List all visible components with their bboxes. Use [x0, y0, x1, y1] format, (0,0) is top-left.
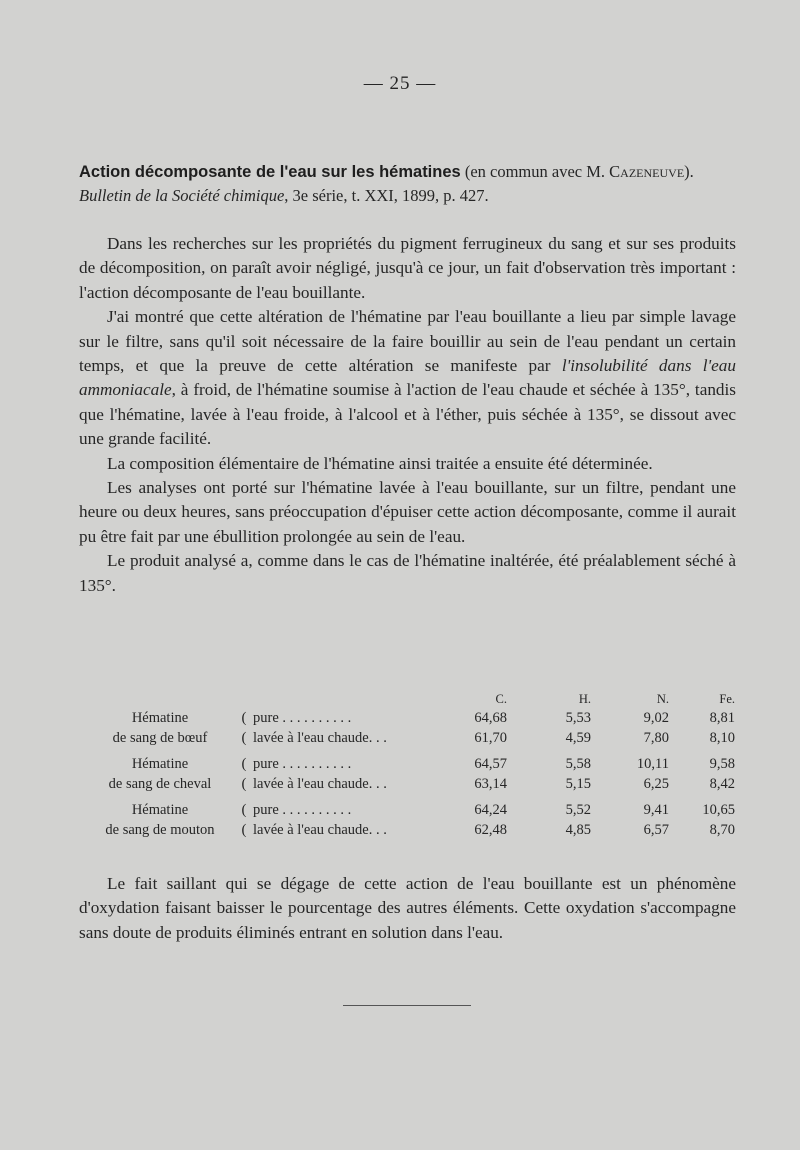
value-n: 6,25 — [643, 775, 669, 792]
collab-prefix: (en commun avec M. — [460, 162, 610, 181]
paragraph-2-before: J'ai montré que cette altération de l'hématine par l'eau bouillante a lieu par simple lavage sur le filtre, sans qu'il soit nécessaire de la faire bouillir au sein de l'eau pendant un certain temps, et que la preuve de cette altération se manifeste par — [79, 307, 736, 376]
value-fe: 8,81 — [709, 709, 735, 726]
page-number: — 25 — — [363, 73, 437, 94]
treatment: pure . . . . . . . . . . — [253, 755, 352, 772]
paragraph-3: La composition élémentaire de l'hématine ainsi traitée a ensuite été déterminée. — [107, 453, 653, 473]
treatment: pure . . . . . . . . . . — [253, 709, 352, 726]
header-fe: Fe. — [719, 691, 735, 706]
treatment: lavée à l'eau chaude. . . — [253, 775, 387, 792]
conclusion-paragraph: Le fait saillant qui se dégage de cette action de l'eau bouillante est un phénomène d'oxydation faisant baisser le pourcentage des autres éléments. Cette oxydation s'accompagne sans doute de produits éliminés entrant en solution dans l'eau. — [79, 874, 736, 942]
brace: ( — [241, 709, 247, 726]
collab-suffix: ). — [684, 162, 694, 181]
value-fe: 8,10 — [709, 729, 735, 746]
treatment: lavée à l'eau chaude. . . — [253, 821, 387, 838]
value-fe: 10,65 — [702, 801, 735, 818]
table-row — [85, 774, 735, 794]
collab-name: Cazeneuve — [609, 162, 685, 181]
paragraph-4: Les analyses ont porté sur l'hématine lavée à l'eau bouillante, sur un filtre, pendant une heure ou deux heures, sans préoccupation d'épuiser cette action décomposante, comme il aurait pu être fait par une ébullition prolongée au sein de l'eau. — [79, 478, 736, 546]
sample-label: Hématine — [131, 709, 189, 726]
treatment: pure . . . . . . . . . . — [253, 801, 352, 818]
brace: ( — [241, 821, 247, 838]
body-text — [79, 232, 736, 598]
value-c: 61,70 — [474, 729, 507, 746]
value-n: 9,41 — [643, 801, 669, 818]
table-row — [85, 820, 735, 840]
sample-label: de sang de cheval — [108, 775, 212, 792]
value-h: 4,85 — [565, 821, 591, 838]
paragraph-5: Le produit analysé a, comme dans le cas de l'hématine inaltérée, été préalablement séché à 135°. — [79, 551, 736, 595]
value-c: 64,57 — [474, 755, 507, 772]
brace: ( — [241, 755, 247, 772]
value-c: 64,68 — [474, 709, 507, 726]
value-c: 63,14 — [474, 775, 507, 792]
value-fe: 8,42 — [709, 775, 735, 792]
brace: ( — [241, 801, 247, 818]
header-n: N. — [656, 691, 669, 706]
table-row — [85, 708, 735, 728]
value-n: 6,57 — [643, 821, 669, 838]
value-fe: 8,70 — [709, 821, 735, 838]
journal-name: Bulletin de la Société chimique — [79, 186, 285, 205]
value-n: 10,11 — [636, 755, 669, 772]
sample-label: Hématine — [131, 755, 189, 772]
paragraph-2-after: , à froid, de l'hématine soumise à l'action de l'eau chaude et séchée à 135°, tandis que l'hématine, lavée à l'eau froide, à l'alcool et à l'éther, puis séchée à 135°, se dissout avec une grande facilité. — [79, 380, 736, 449]
table-row — [85, 800, 735, 820]
citation: , 3e série, t. XXI, 1899, p. 427. — [284, 186, 489, 205]
value-h: 5,15 — [565, 775, 591, 792]
analysis-table — [85, 690, 735, 840]
brace: ( — [241, 729, 247, 746]
paragraph-2-italic: l'insolubilité dans l'eau ammoniacale — [79, 356, 736, 400]
value-h: 5,53 — [565, 709, 591, 726]
article-title: Action décomposante de l'eau sur les hématines — [79, 163, 461, 181]
sample-label: de sang de bœuf — [112, 729, 208, 746]
table-row — [85, 754, 735, 774]
header-c: C. — [495, 691, 507, 706]
conclusion-text — [79, 872, 736, 945]
sample-label: de sang de mouton — [105, 821, 215, 838]
value-h: 5,52 — [565, 801, 591, 818]
paragraph-2 — [79, 305, 736, 451]
value-n: 9,02 — [643, 709, 669, 726]
table-row — [85, 728, 735, 748]
article-heading — [79, 160, 739, 208]
brace: ( — [241, 775, 247, 792]
end-rule — [343, 1005, 471, 1006]
value-h: 5,58 — [565, 755, 591, 772]
value-n: 7,80 — [643, 729, 669, 746]
table-header-row — [85, 690, 735, 708]
treatment: lavée à l'eau chaude. . . — [253, 729, 387, 746]
value-c: 64,24 — [474, 801, 507, 818]
sample-label: Hématine — [131, 801, 189, 818]
paragraph-1: Dans les recherches sur les propriétés du pigment ferrugineux du sang et sur ses produits de décomposition, on paraît avoir négligé, jusqu'à ce jour, un fait d'observation très important : l'action décomposante de l'eau bouillante. — [79, 234, 736, 302]
value-c: 62,48 — [474, 821, 507, 838]
value-h: 4,59 — [565, 729, 591, 746]
header-h: H. — [578, 691, 591, 706]
value-fe: 9,58 — [709, 755, 735, 772]
